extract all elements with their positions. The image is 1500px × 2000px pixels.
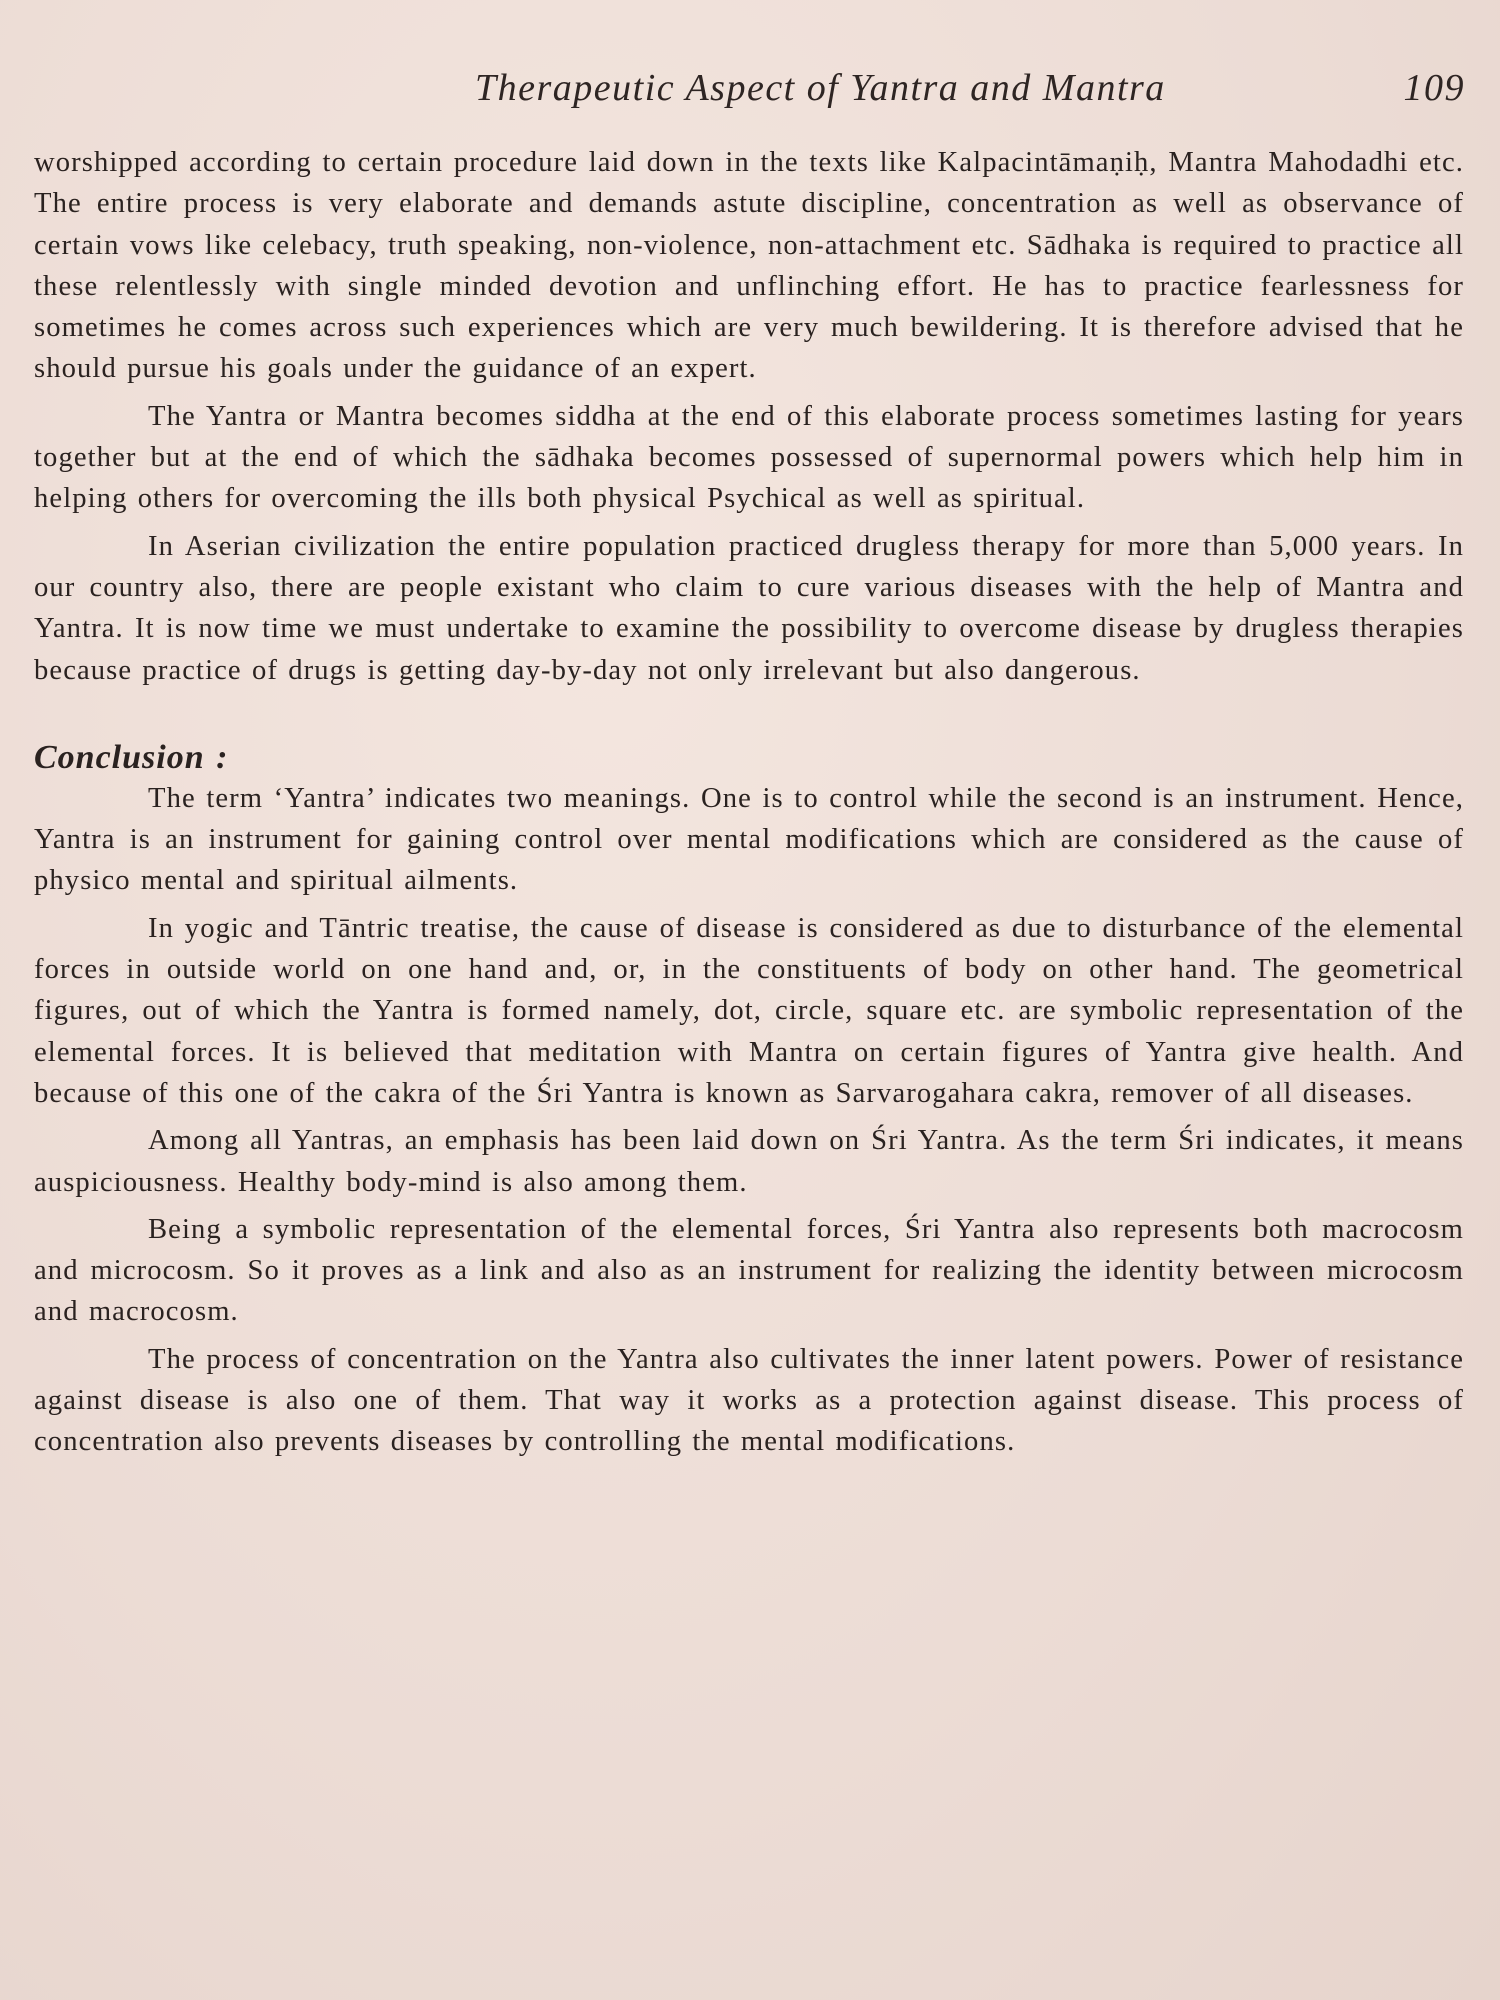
running-header <box>470 58 1465 118</box>
paragraph-tantric-treatise: In yogic and Tāntric treatise, the cause of disease is considered as due to disturbance of the elemental forces in outside world on one hand and, or, in the constituents of body on other hand. The geometrical figures, out of which the Yantra is formed namely, dot, circle, square etc. are symbolic representation of the elemental forces. It is believed that meditation with Mantra on certain figures of Yantra give health. And because of this one of the cakra of the Śri Yantra is known as Sarvarogahara cakra, remover of all diseases. <box>34 912 1464 1109</box>
paragraph-macrocosm: Being a symbolic representation of the elemental forces, Śri Yantra also represents both macrocosm and microcosm. So it proves as a link and also as an instrument for realizing the identity between microcosm and macrocosm. <box>34 1213 1464 1328</box>
chapter-title: Therapeutic Aspect of Yantra and Mantra <box>475 67 1166 109</box>
paragraph-yantra-meaning: The term ‘Yantra’ indicates two meanings. One is to control while the second is an instrument. Hence, Yantra is an instrument for gaining control over mental modifications which are considered as the cause of physico mental and spiritual ailments. <box>34 782 1464 897</box>
paragraph-continued: worshipped according to certain procedure laid down in the texts like Kalpacintāmaṇiḥ, Mantra Mahodadhi etc. The entire process is very elaborate and demands astute discipline, concentration as well as observance of certain vows like celebacy, truth speaking, non-violence, non-attachment etc. Sādhaka is required to practice all these relentlessly with single minded devotion and unflinching effort. He has to practice fearlessness for sometimes he comes across such experiences which are very much bewildering. It is therefore advised that he should pursue his goals under the guidance of an expert. <box>34 147 1464 385</box>
paragraph-siddha: The Yantra or Mantra becomes siddha at the end of this elaborate process sometimes lasting for years together but at the end of which the sādhaka becomes possessed of supernormal powers which help him in helping others for overcoming the ills both physical Psychical as well as spiritual. <box>34 400 1464 515</box>
page-number: 109 <box>1403 67 1465 109</box>
paragraph-sri-yantra: Among all Yantras, an emphasis has been laid down on Śri Yantra. As the term Śri indicates, it means auspiciousness. Healthy body-mind is also among them. <box>34 1125 1464 1198</box>
paragraph-drugless-therapy: In Aserian civilization the entire population practiced drugless therapy for more than 5,000 years. In our country also, there are people existant who claim to cure various diseases with the help of Mantra and Yantra. It is now time we must undertake to examine the possibility to overcome disease by drugless therapies because practice of drugs is getting day-by-day not only irrelevant but also dangerous. <box>34 530 1464 686</box>
paragraph-concentration: The process of concentration on the Yantra also cultivates the inner latent powers. Power of resistance against disease is also one of them. That way it works as a protection against disease. This process of concentration also prevents diseases by controlling the mental modifications. <box>34 1343 1464 1458</box>
main-text <box>34 142 1464 1463</box>
section-heading-conclusion: Conclusion : <box>34 738 229 776</box>
